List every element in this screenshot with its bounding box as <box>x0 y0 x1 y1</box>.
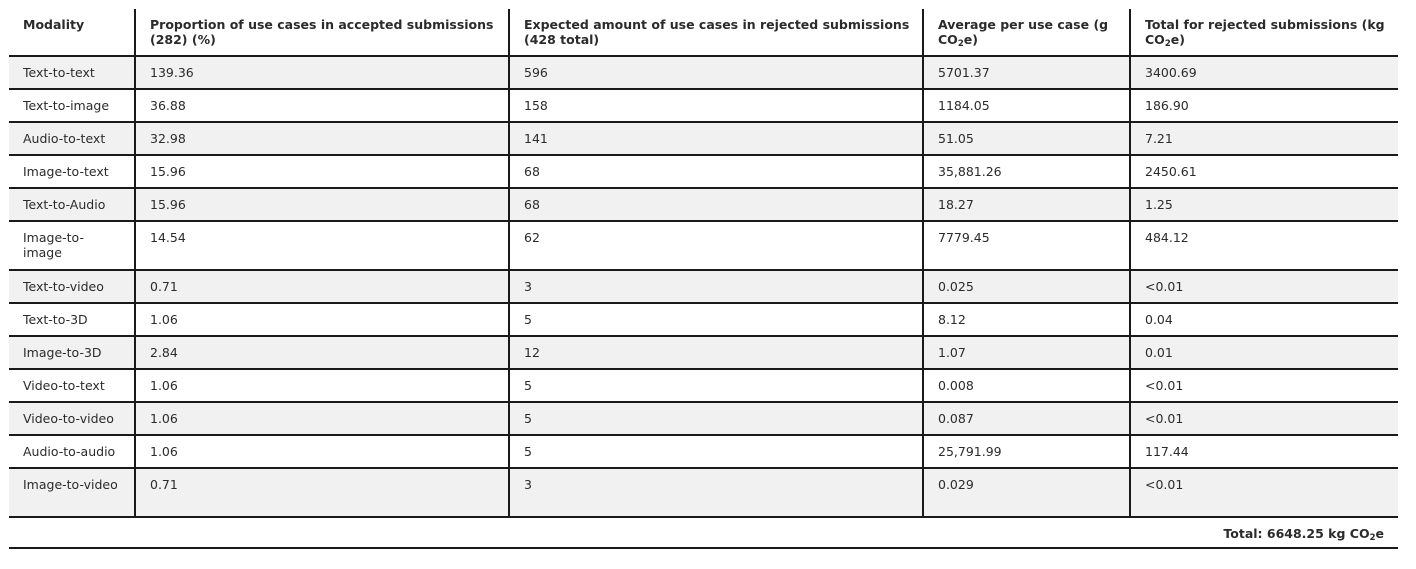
cell-average: 0.025 <box>923 270 1130 303</box>
table-row <box>9 468 1398 517</box>
cell-proportion: 1.06 <box>135 402 509 435</box>
cell-expected: 596 <box>509 56 923 89</box>
cell-total: 2450.61 <box>1130 155 1398 188</box>
cell-average: 25,791.99 <box>923 435 1130 468</box>
cell-average: 1.07 <box>923 336 1130 369</box>
cell-total: 484.12 <box>1130 221 1398 270</box>
cell-modality: Text-to-3D <box>9 303 135 336</box>
cell-proportion: 2.84 <box>135 336 509 369</box>
table-row <box>9 369 1398 402</box>
table-row <box>9 435 1398 468</box>
cell-modality: Image-to-text <box>9 155 135 188</box>
cell-modality: Text-to-text <box>9 56 135 89</box>
cell-modality: Text-to-Audio <box>9 188 135 221</box>
cell-proportion: 0.71 <box>135 270 509 303</box>
cell-modality: Image-to-image <box>9 221 135 270</box>
grand-total-suffix: e <box>1375 526 1384 541</box>
table-row <box>9 56 1398 89</box>
cell-total: 0.04 <box>1130 303 1398 336</box>
cell-expected: 141 <box>509 122 923 155</box>
cell-expected: 5 <box>509 402 923 435</box>
header-average-text: Average per use case (g CO <box>938 17 1109 47</box>
cell-expected: 68 <box>509 155 923 188</box>
cell-modality: Text-to-image <box>9 89 135 122</box>
header-proportion: Proportion of use cases in accepted submissions (282) (%) <box>135 9 509 56</box>
cell-proportion: 15.96 <box>135 155 509 188</box>
cell-average: 1184.05 <box>923 89 1130 122</box>
table-row <box>9 336 1398 369</box>
table-row <box>9 89 1398 122</box>
cell-expected: 12 <box>509 336 923 369</box>
table-body <box>9 56 1398 517</box>
cell-expected: 3 <box>509 468 923 517</box>
table-row <box>9 188 1398 221</box>
cell-proportion: 15.96 <box>135 188 509 221</box>
cell-modality: Image-to-3D <box>9 336 135 369</box>
header-total-text: Total for rejected submissions (kg CO <box>1145 17 1385 47</box>
cell-proportion: 1.06 <box>135 303 509 336</box>
emissions-table-container <box>9 9 1398 549</box>
cell-average: 35,881.26 <box>923 155 1130 188</box>
cell-average: 8.12 <box>923 303 1130 336</box>
cell-proportion: 0.71 <box>135 468 509 517</box>
table-row <box>9 122 1398 155</box>
cell-modality: Text-to-video <box>9 270 135 303</box>
cell-average: 18.27 <box>923 188 1130 221</box>
cell-modality: Video-to-video <box>9 402 135 435</box>
grand-total-text: Total: 6648.25 kg CO <box>1223 526 1370 541</box>
cell-proportion: 139.36 <box>135 56 509 89</box>
cell-modality: Video-to-text <box>9 369 135 402</box>
cell-total: 3400.69 <box>1130 56 1398 89</box>
cell-proportion: 36.88 <box>135 89 509 122</box>
header-average <box>923 9 1130 56</box>
cell-total: <0.01 <box>1130 270 1398 303</box>
cell-average: 5701.37 <box>923 56 1130 89</box>
cell-expected: 5 <box>509 303 923 336</box>
cell-total: 186.90 <box>1130 89 1398 122</box>
cell-proportion: 14.54 <box>135 221 509 270</box>
cell-average: 0.087 <box>923 402 1130 435</box>
cell-total: 7.21 <box>1130 122 1398 155</box>
emissions-table <box>9 9 1398 518</box>
header-total <box>1130 9 1398 56</box>
cell-modality: Audio-to-audio <box>9 435 135 468</box>
cell-proportion: 1.06 <box>135 435 509 468</box>
table-header-row <box>9 9 1398 56</box>
header-expected: Expected amount of use cases in rejected submissions (428 total) <box>509 9 923 56</box>
cell-proportion: 32.98 <box>135 122 509 155</box>
grand-total <box>9 518 1398 549</box>
cell-total: 117.44 <box>1130 435 1398 468</box>
cell-total: 0.01 <box>1130 336 1398 369</box>
cell-average: 7779.45 <box>923 221 1130 270</box>
cell-expected: 158 <box>509 89 923 122</box>
cell-expected: 3 <box>509 270 923 303</box>
header-average-suffix: e) <box>963 32 978 47</box>
cell-total: <0.01 <box>1130 402 1398 435</box>
cell-total: 1.25 <box>1130 188 1398 221</box>
header-modality: Modality <box>9 9 135 56</box>
cell-expected: 68 <box>509 188 923 221</box>
cell-expected: 5 <box>509 435 923 468</box>
header-average-subscript: 2 <box>957 39 964 49</box>
table-row <box>9 221 1398 270</box>
cell-total: <0.01 <box>1130 369 1398 402</box>
table-row <box>9 303 1398 336</box>
grand-total-subscript: 2 <box>1369 533 1376 543</box>
cell-average: 0.008 <box>923 369 1130 402</box>
table-row <box>9 402 1398 435</box>
table-row <box>9 270 1398 303</box>
cell-modality: Audio-to-text <box>9 122 135 155</box>
header-total-subscript: 2 <box>1164 39 1171 49</box>
cell-expected: 5 <box>509 369 923 402</box>
cell-proportion: 1.06 <box>135 369 509 402</box>
cell-expected: 62 <box>509 221 923 270</box>
cell-total: <0.01 <box>1130 468 1398 517</box>
cell-average: 51.05 <box>923 122 1130 155</box>
cell-average: 0.029 <box>923 468 1130 517</box>
header-total-suffix: e) <box>1170 32 1185 47</box>
cell-modality: Image-to-video <box>9 468 135 517</box>
table-row <box>9 155 1398 188</box>
